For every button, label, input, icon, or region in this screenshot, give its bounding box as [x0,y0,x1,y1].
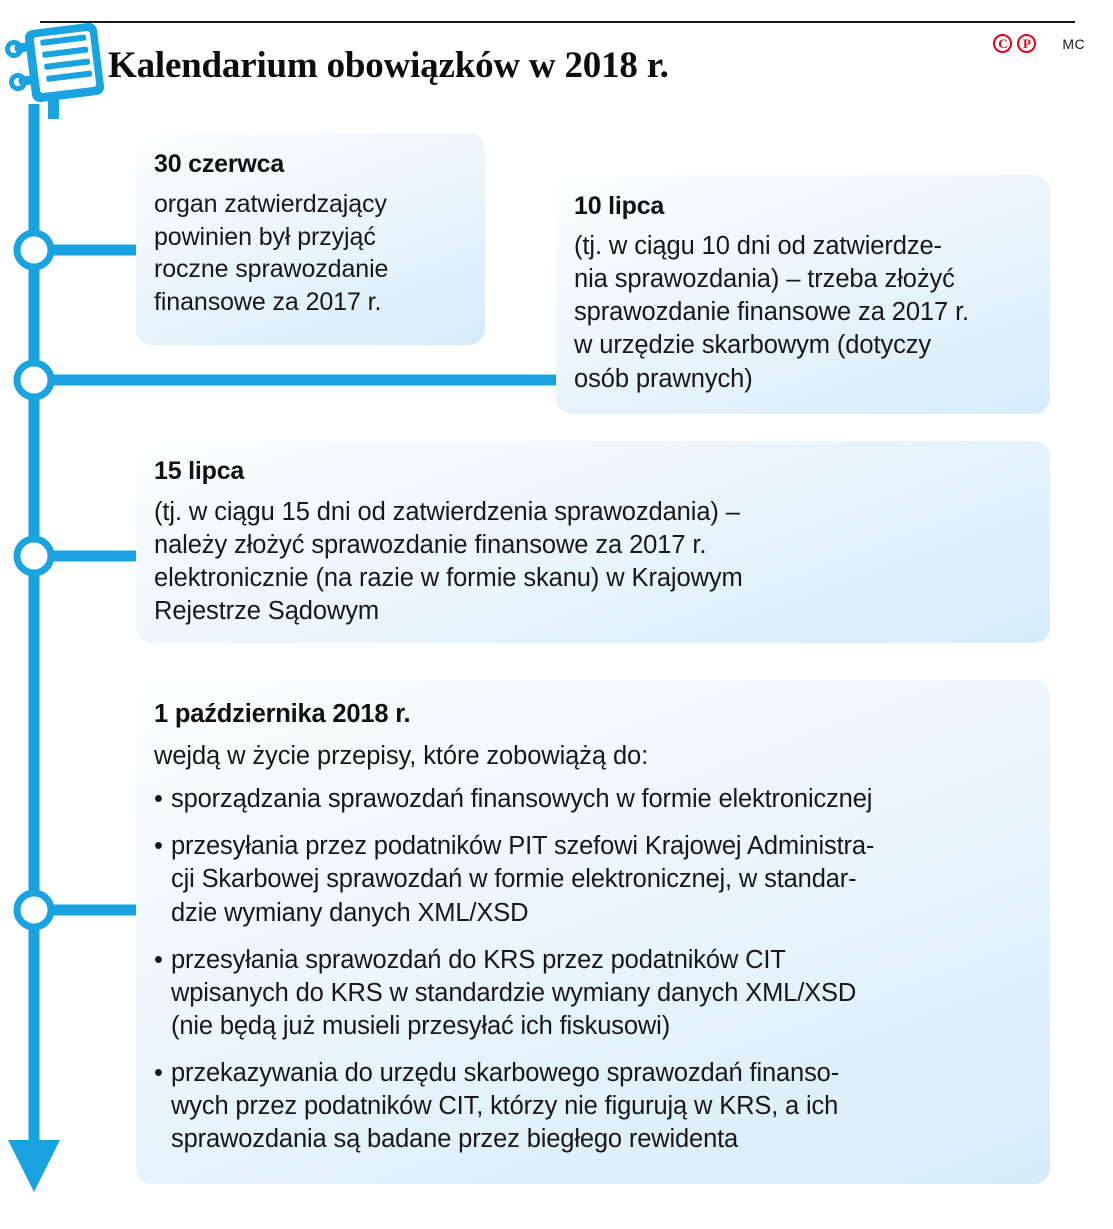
card-october1-title: 1 października 2018 r. [154,700,411,728]
card-july10-line: sprawozdanie finansowe za 2017 r. [574,298,970,327]
list-item-line: dzie wymiany danych XML/XSD [171,898,529,927]
list-item-line: przesyłania sprawozdań do KRS przez podatników CIT [171,945,786,974]
list-item-text [171,830,874,929]
rights-group [993,34,1085,53]
timeline-node [17,363,51,397]
credit-label: MC [1062,35,1085,52]
bullet-icon: • [154,945,163,974]
card-june30-body [154,188,465,318]
card-june30 [136,133,485,345]
card-july15-line: Rejestrze Sądowym [154,597,380,626]
timeline-node [17,233,51,267]
list-item [154,1057,1030,1156]
list-item-line: przesyłania przez podatników PIT szefowi Krajowej Administra- [171,832,875,861]
card-october1 [136,680,1050,1184]
list-item-text [171,1057,839,1156]
list-item-text [171,944,856,1043]
card-july10-body [574,230,1030,396]
rights-marks [993,34,1036,53]
page-title: Kalendarium obowiązków w 2018 r. [108,45,669,86]
card-july15-line: należy złożyć sprawozdanie finansowe za 2017 r. [154,531,707,560]
list-item-line: cji Skarbowej sprawozdań w formie elektronicznej, w standar- [171,865,857,894]
list-item-line: sporządzania sprawozdań finansowych w formie elektronicznej [171,785,873,814]
timeline-arrow-icon [8,1140,60,1192]
card-july15-line: (tj. w ciągu 15 dni od zatwierdzenia sprawozdania) – [154,498,740,526]
list-item [154,830,1030,929]
header-divider [40,21,1075,23]
card-july15-title: 15 lipca [154,457,245,485]
bullet-icon: • [154,1059,163,1088]
card-july15-line: elektronicznie (na razie w formie skanu) w Krajowym [154,564,743,593]
list-item-line: wych przez podatników CIT, którzy nie figurują w KRS, a ich [171,1092,839,1121]
copyright-icon: C [993,34,1012,53]
card-july10-line: nia sprawozdania) – trzeba złożyć [574,265,955,294]
list-item [154,783,1030,816]
card-july10-line: (tj. w ciągu 10 dni od zatwierdze- [574,232,942,260]
list-item-text [171,783,872,816]
list-item-line: (nie będą już musieli przesyłać ich fiskusowi) [171,1011,671,1040]
card-june30-line: powinien był przyjąć [154,222,376,251]
card-june30-title: 30 czerwca [154,150,285,178]
notepad-icon [2,14,112,119]
card-june30-line: organ zatwierdzający [154,190,387,218]
card-october1-intro: wejdą w życie przepisy, które zobowiążą do: [154,742,649,770]
bullet-icon: • [154,832,163,861]
card-june30-line: roczne sprawozdanie [154,255,389,283]
card-july10 [556,175,1050,414]
card-july15-body [154,496,1030,629]
card-july10-title: 10 lipca [574,192,665,220]
list-item [154,944,1030,1043]
list-item-line: wpisanych do KRS w standardzie wymiany danych XML/XSD [171,978,857,1007]
card-june30-line: finansowe za 2017 r. [154,287,382,316]
card-july15 [136,441,1050,643]
card-october1-bullet-list [154,783,1030,1156]
phonogram-icon: P [1017,34,1036,53]
timeline-node [17,893,51,927]
bullet-icon: • [154,785,163,814]
card-july10-line: osób prawnych) [574,364,753,393]
list-item-line: przekazywania do urzędu skarbowego sprawozdań finanso- [171,1059,840,1088]
timeline-node [17,539,51,573]
list-item-line: sprawozdania są badane przez biegłego rewidenta [171,1125,739,1154]
card-july10-line: w urzędzie skarbowym (dotyczy [574,331,932,360]
